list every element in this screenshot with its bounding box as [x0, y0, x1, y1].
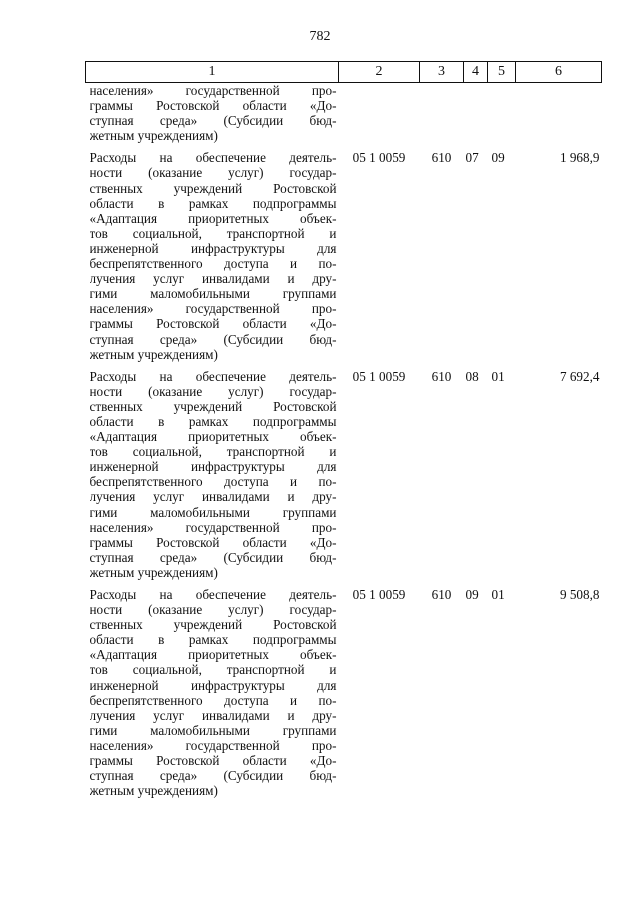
- description-line: гими маломобильными группами: [89, 722, 337, 738]
- amount-value: 9 508,8: [559, 587, 600, 602]
- table-row-continuation: [86, 83, 602, 144]
- expense-type-code: 610: [431, 150, 452, 166]
- cell-empty: [339, 83, 420, 144]
- header-col-1: 1: [86, 62, 339, 83]
- table-row: [86, 369, 602, 580]
- description-line: тов социальной, транспортной и: [89, 225, 337, 241]
- description-line: ственных учреждений Ростовской: [89, 180, 337, 196]
- description-line: «Адаптация приоритетных объек-: [89, 647, 337, 663]
- row-description: [86, 587, 339, 798]
- spacer-cell: [420, 580, 464, 587]
- description-line: ступная среда» (Субсидии бюд-: [89, 331, 337, 347]
- description-line: ступная среда» (Субсидии бюд-: [89, 768, 337, 784]
- description-line: тов социальной, транспортной и: [89, 444, 337, 460]
- spacer-cell: [488, 143, 516, 150]
- row-spacer: [86, 580, 602, 587]
- spacer-cell: [464, 143, 488, 150]
- continuation-description: [86, 83, 339, 144]
- description-line: гими маломобильными группами: [89, 286, 337, 302]
- description-line: граммы Ростовской области «До-: [89, 534, 337, 550]
- description-line: области в рамках подпрограммы: [89, 632, 337, 648]
- cell-empty: [516, 83, 602, 144]
- description-line: инженерной инфраструктуры для: [89, 677, 337, 693]
- description-line: Расходы на обеспечение деятель-: [89, 587, 337, 602]
- spacer-cell: [420, 362, 464, 369]
- description-line: граммы Ростовской области «До-: [89, 753, 337, 769]
- cell-empty: [420, 83, 464, 144]
- section-code: 07: [465, 150, 479, 166]
- expense-type-code: 610: [431, 368, 452, 384]
- description-line: ственных учреждений Ростовской: [89, 398, 337, 414]
- spacer-cell: [516, 143, 602, 150]
- row-spacer: [86, 143, 602, 150]
- table-body: [86, 83, 602, 799]
- description-line: гими маломобильными группами: [89, 504, 337, 520]
- subsection-code: 09: [491, 150, 505, 166]
- amount-value: 7 692,4: [559, 368, 600, 384]
- spacer-cell: [488, 580, 516, 587]
- header-col-3: 3: [420, 62, 464, 83]
- spacer-cell: [86, 362, 339, 369]
- header-col-5: 5: [488, 62, 516, 83]
- description-line: населения» государственной про-: [89, 301, 337, 317]
- spacer-cell: [339, 362, 420, 369]
- description-line: инженерной инфраструктуры для: [89, 459, 337, 475]
- budget-table-grid: [85, 61, 602, 798]
- expense-type-code: 610: [431, 587, 452, 602]
- page-number: 782: [309, 29, 331, 44]
- row-description: [86, 369, 339, 580]
- subsection-code: 01: [491, 587, 505, 602]
- description-line: граммы Ростовской области «До-: [89, 98, 337, 114]
- spacer-cell: [488, 362, 516, 369]
- section-code: 09: [465, 587, 479, 602]
- description-line: Расходы на обеспечение деятель-: [89, 150, 337, 166]
- table-header-row: [86, 62, 602, 83]
- description-line: ности (оказание услуг) государ-: [89, 602, 337, 618]
- target-article-code: 05 1 0059: [352, 150, 406, 166]
- amount-value: 1 968,9: [559, 150, 600, 166]
- description-line: жетным учреждениям): [89, 128, 218, 144]
- description-line: беспрепятственного доступа и по-: [89, 474, 337, 490]
- description-line: беспрепятственного доступа и по-: [89, 692, 337, 708]
- description-line: тов социальной, транспортной и: [89, 662, 337, 678]
- spacer-cell: [516, 362, 602, 369]
- spacer-cell: [86, 143, 339, 150]
- cell-empty: [488, 83, 516, 144]
- description-line: «Адаптация приоритетных объек-: [89, 429, 337, 445]
- description-line: ступная среда» (Субсидии бюд-: [89, 113, 337, 129]
- section-code: 08: [465, 368, 479, 384]
- description-line: лучения услуг инвалидами и дру-: [89, 271, 337, 287]
- description-line: беспрепятственного доступа и по-: [89, 256, 337, 272]
- table-row: [86, 150, 602, 361]
- spacer-cell: [464, 580, 488, 587]
- spacer-cell: [339, 143, 420, 150]
- subsection-code: 01: [491, 368, 505, 384]
- description-line: ности (оказание услуг) государ-: [89, 165, 337, 181]
- description-line: ступная среда» (Субсидии бюд-: [89, 549, 337, 565]
- table-header: [86, 62, 602, 83]
- spacer-cell: [464, 362, 488, 369]
- description-line: лучения услуг инвалидами и дру-: [89, 489, 337, 505]
- description-line: населения» государственной про-: [89, 83, 337, 98]
- description-line: ственных учреждений Ростовской: [89, 617, 337, 633]
- description-line: ности (оказание услуг) государ-: [89, 383, 337, 399]
- spacer-cell: [516, 580, 602, 587]
- cell-empty: [464, 83, 488, 144]
- row-description: [86, 150, 339, 361]
- description-line: жетным учреждениям): [89, 783, 218, 799]
- description-line: жетным учреждениям): [89, 346, 218, 362]
- header-col-2: 2: [339, 62, 420, 83]
- header-col-4: 4: [464, 62, 488, 83]
- budget-table: [85, 61, 601, 798]
- description-line: Расходы на обеспечение деятель-: [89, 368, 337, 384]
- description-line: «Адаптация приоритетных объек-: [89, 210, 337, 226]
- spacer-cell: [420, 143, 464, 150]
- description-line: населения» государственной про-: [89, 737, 337, 753]
- row-spacer: [86, 362, 602, 369]
- description-line: граммы Ростовской области «До-: [89, 316, 337, 332]
- description-line: населения» государственной про-: [89, 519, 337, 535]
- description-line: области в рамках подпрограммы: [89, 413, 337, 429]
- spacer-cell: [339, 580, 420, 587]
- description-line: области в рамках подпрограммы: [89, 195, 337, 211]
- target-article-code: 05 1 0059: [352, 587, 406, 602]
- description-line: лучения услуг инвалидами и дру-: [89, 707, 337, 723]
- spacer-cell: [86, 580, 339, 587]
- header-col-6: 6: [516, 62, 602, 83]
- description-line: инженерной инфраструктуры для: [89, 240, 337, 256]
- table-row: [86, 587, 602, 798]
- target-article-code: 05 1 0059: [352, 368, 406, 384]
- description-line: жетным учреждениям): [89, 564, 218, 580]
